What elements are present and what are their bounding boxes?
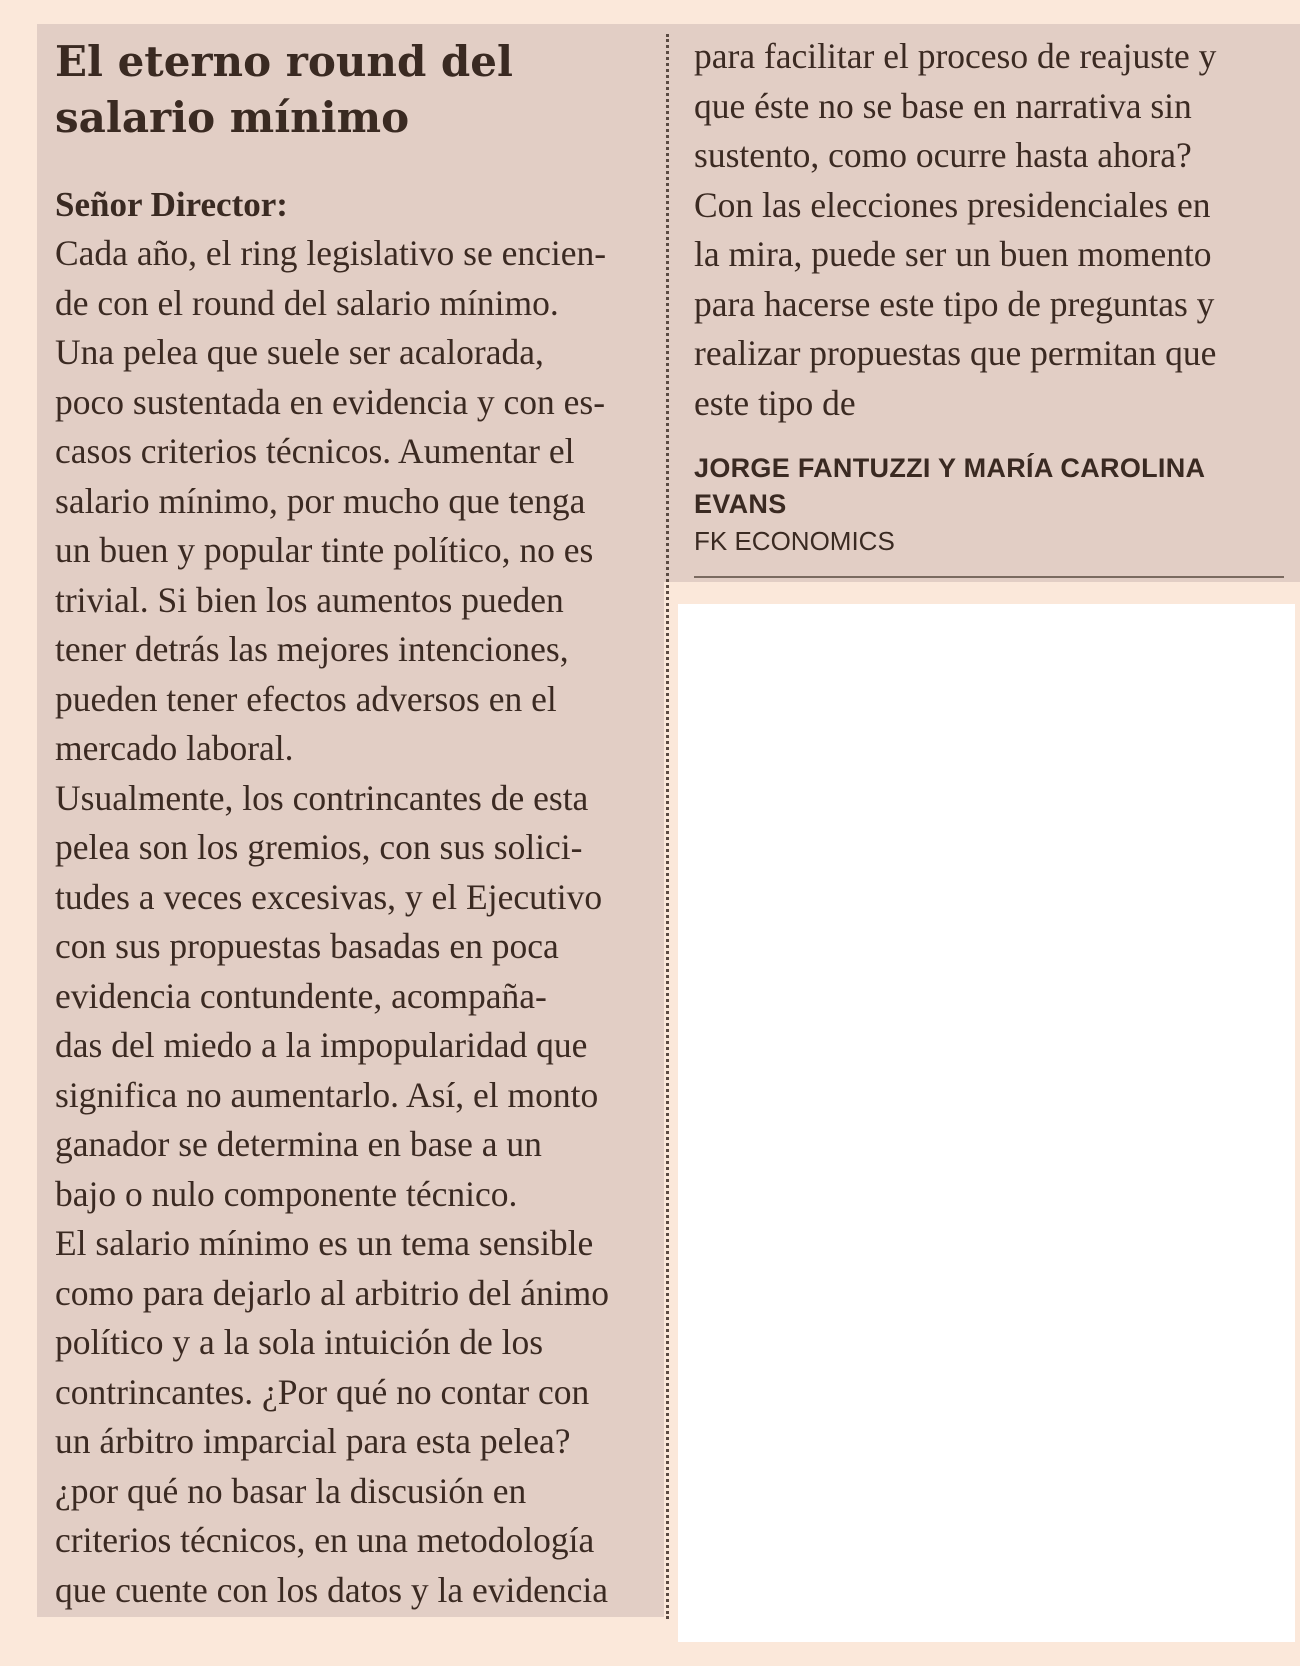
right-column-text	[694, 32, 1294, 428]
body-line: para hacerse este tipo de preguntas y	[694, 283, 1215, 324]
body-line: sustento, como ocurre hasta ahora?	[694, 135, 1192, 175]
body-line: ganador se determina en base a un	[55, 1124, 542, 1164]
body-line: pueden tener efectos adversos en el	[55, 678, 557, 719]
body-line: que cuente con los datos y la evidencia	[55, 1569, 609, 1610]
body-line: significa no aumentarlo. Así, el monto	[55, 1074, 599, 1115]
signature-rule	[694, 576, 1284, 578]
body-line: tudes a veces excesivas, y el Ejecutivo	[55, 876, 603, 917]
body-line: Cada año, el ring legislativo se encien-	[55, 233, 607, 273]
body-line: político y a la sola intuición de los	[55, 1322, 544, 1362]
body-line: El salario mínimo es un tema sensible	[55, 1223, 594, 1263]
body-line: criterios técnicos, en una metodología	[55, 1520, 595, 1560]
body-line: mercado laboral.	[55, 728, 294, 768]
body-line: Una pelea que suele ser acalorada,	[55, 332, 544, 372]
body-line: contrincantes. ¿Por qué no contar con	[55, 1371, 590, 1412]
body-line: evidencia contundente, acompaña-	[55, 975, 547, 1016]
body-line: poco sustentada en evidencia y con es-	[55, 381, 606, 422]
author-affiliation: FK ECONOMICS	[694, 526, 895, 556]
body-line: para facilitar el proceso de reajuste y	[694, 36, 1217, 76]
body-line: Usualmente, los contrincantes de esta	[55, 777, 589, 818]
body-line: ¿por qué no basar la discusión en	[55, 1470, 527, 1511]
body-line: con sus propuestas basadas en poca	[55, 926, 559, 966]
body-line: das del miedo a la impopularidad que	[55, 1025, 588, 1065]
salutation: Señor Director:	[55, 185, 288, 224]
body-line: tener detrás las mejores intenciones,	[55, 629, 569, 669]
body-line: bajo o nulo componente técnico.	[55, 1173, 518, 1214]
body-line: de con el round del salario mínimo.	[55, 282, 559, 323]
author-signature: JORGE FANTUZZI Y MARÍA CAROLINA EVANS	[694, 453, 1205, 519]
body-line: pelea son los gremios, con sus solici-	[55, 827, 583, 867]
body-line: este tipo de	[694, 382, 856, 423]
body-line: un árbitro imparcial para esta pelea?	[55, 1421, 571, 1461]
column-divider	[666, 34, 669, 1619]
blank-area	[678, 604, 1295, 1642]
body-line: realizar propuestas que permitan que	[694, 333, 1217, 373]
body-line: que éste no se base en narrativa sin	[694, 85, 1192, 126]
body-line: salario mínimo, por mucho que tenga	[55, 480, 586, 521]
headline: El eterno round del salario mínimo	[55, 37, 513, 142]
body-line: Con las elecciones presidenciales en	[694, 184, 1211, 225]
body-line: casos criterios técnicos. Aumentar el	[55, 431, 575, 471]
body-line: un buen y popular tinte político, no es	[55, 530, 594, 570]
body-line: como para dejarlo al arbitrio del ánimo	[55, 1272, 609, 1313]
left-column-text	[55, 229, 665, 1615]
body-line: trivial. Si bien los aumentos pueden	[55, 579, 564, 620]
body-line: la mira, puede ser un buen momento	[694, 234, 1212, 274]
